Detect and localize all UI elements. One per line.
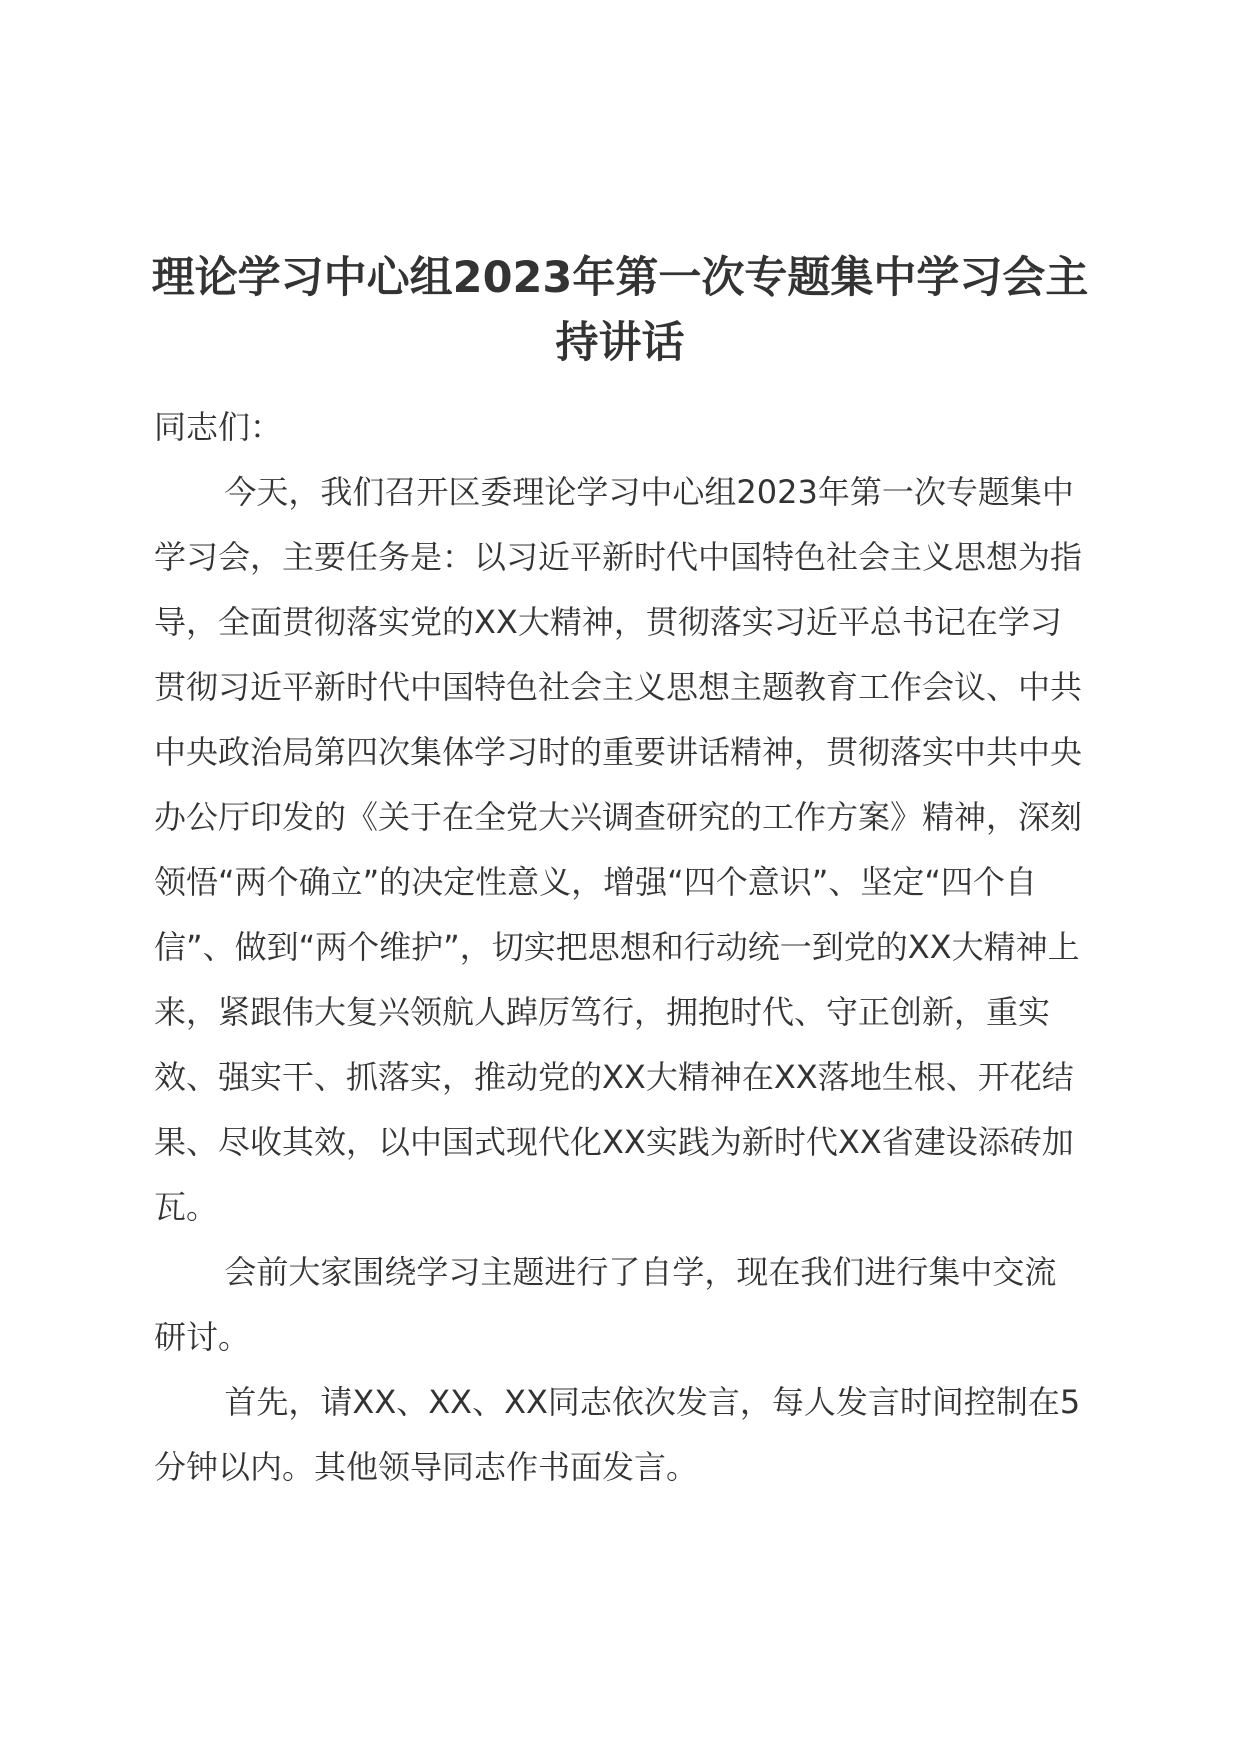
document-body [154, 395, 1086, 1500]
paragraph-speaking-order: 首先，请XX、XX、XX同志依次发言，每人发言时间控制在5分钟以内。其他领导同志作书面发言。 [154, 1383, 1081, 1486]
paragraph-self-study: 会前大家围绕学习主题进行了自学，现在我们进行集中交流研讨。 [154, 1253, 1057, 1356]
paragraph-intro: 今天，我们召开区委理论学习中心组2023年第一次专题集中学习会，主要任务是：以习近平新时代中国特色社会主义思想为指导，全面贯彻落实党的XX大精神，贯彻落实习近平总书记在学习贯彻习近平新时代中国特色社会主义思想主题教育工作会议、中共中央政治局第四次集体学习时的重要讲话精神，贯彻落实中共中央办公厅印发的《关于在全党大兴调查研究的工作方案》精神，深刻领悟“两个确立”的决定性意义，增强“四个意识”、坚定“四个自信”、做到“两个维护”，切实把思想和行动统一到党的XX大精神上来，紧跟伟大复兴领航人踔厉笃行，拥抱时代、守正创新，重实效、强实干、抓落实，推动党的XX大精神在XX落地生根、开花结果、尽收其效，以中国式现代化XX实践为新时代XX省建设添砖加瓦。 [154, 473, 1083, 1226]
greeting: 同志们： [154, 408, 283, 446]
document-title: 理论学习中心组2023年第一次专题集中学习会主持讲话 [151, 253, 1089, 368]
